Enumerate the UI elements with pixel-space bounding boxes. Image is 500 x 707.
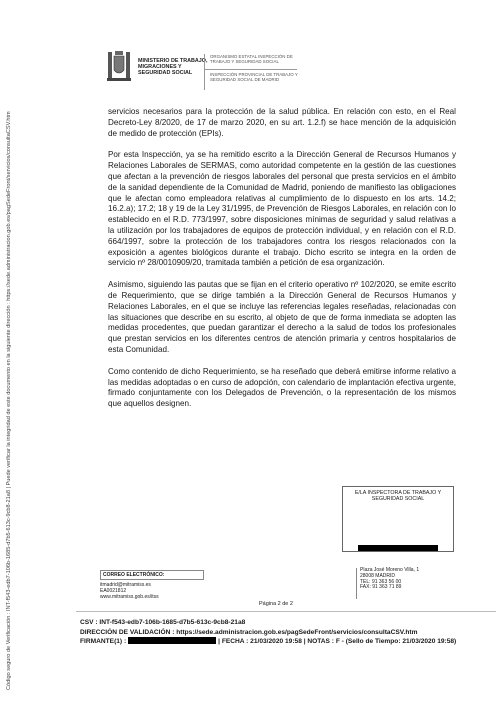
paragraph: Como contenido de dicho Requerimiento, se ha reseñado que deberá emitirse informe relativo a las medidas adoptadas o en curso de adopción, con calendario de implantación efectiva urgente, firmado conjuntamente con los Delegados de Prevención, o la representación de los mismos que aquellos designen.	[108, 366, 456, 409]
signature-title: E/LA INSPECTORA DE TRABAJO Y SEGURIDAD SOCIAL	[354, 490, 442, 503]
fax: FAX: 91 363 71 89	[360, 584, 402, 591]
page-number: Página 2 de 2	[259, 601, 293, 607]
paragraph: Asimismo, siguiendo las pautas que se fijan en el criterio operativo nº 102/2020, se emite escrito de Requerimiento, que se dirige también a la Dirección General de Recursos Humanos y Relaciones Laborales, en el que se incluye las referencias legales reseñadas, relacionadas con las situaciones que describe en su escrito, al objeto de que de forma inmediata se adopten las medidas procedentes, que puedan garantizar el derecho a la salud de todos los profesionales que prestan servicios en los diferentes centros de atención primaria y centros hospitalarios de esta Comunidad.	[108, 280, 456, 354]
csv-side-note: Código seguro de Verificación : INT-f543-edb7-106b-1685-d7b5-613c-9cb8-21a8 | Puede verificar la integridad de este documento en la siguiente dirección : https://sede.administracion.gob.es/pagSedeFront/servicios/consultaCSV.htm	[6, 111, 12, 690]
email-label: CORREO ELECTRÓNICO:	[100, 570, 204, 580]
validation-url: DIRECCIÓN DE VALIDACIÓN : https://sede.administracion.gob.es/pagSedeFront/servicios/consultaCSV.htm	[80, 628, 418, 636]
footer-address	[356, 568, 456, 599]
redaction-bar	[128, 637, 216, 644]
org-box	[204, 54, 396, 90]
org-line-2: INSPECCIÓN PROVINCIAL DE TRABAJO Y SEGURIDAD SOCIAL DE MADRID	[210, 72, 298, 83]
footer-contact	[100, 570, 204, 600]
redaction-bar	[358, 545, 438, 551]
validation-meta	[80, 618, 490, 647]
coat-of-arms-icon	[104, 50, 134, 84]
signature-box	[342, 486, 454, 552]
address-line-1: Plaza José Moreno Villa, 1	[360, 567, 420, 573]
signer-label: FIRMANTE(1) :	[80, 638, 127, 646]
signer-details: | FECHA : 21/03/2020 19:58 | NOTAS : F - (Sello de Tiempo: 21/03/2020 19:58)	[218, 638, 457, 646]
divider	[76, 611, 496, 612]
ministry-name: MINISTERIO DE TRABAJO, MIGRACIONES Y SEGURIDAD SOCIAL	[138, 58, 208, 77]
paragraph: servicios necesarios para la protección de la salud pública. En relación con esto, en el Real Decreto-Ley 8/2020, de 17 de marzo 2020, en su art. 1.2.f) se hace mención de la adquisición de medido de protección (EPIs).	[108, 107, 456, 138]
csv-code: CSV : INT-f543-edb7-106b-1685-d7b5-613c-9cb8-21a8	[80, 619, 246, 626]
letterhead	[104, 48, 404, 94]
org-line-1: ORGANISMO ESTATAL INSPECCIÓN DE TRABAJO Y SEGURIDAD SOCIAL	[210, 54, 293, 65]
letter-body	[108, 107, 456, 421]
signer-line	[80, 637, 490, 647]
paragraph: Por esta Inspección, ya se ha remitido escrito a la Dirección General de Recursos Humanos y Relaciones Laborales de SERMAS, como autoridad competente en la gestión de las cuestiones que afectan a la prevención de riesgos laborales del personal que presta servicios en el ámbito de la sanidad dependiente de la Comunidad de Madrid, poniendo de manifiesto las obligaciones que le afectan como empleadora relativas al cumplimiento de lo dispuesto en los arts. 14.2; 16.2.a); 17.2; 18 y 19 de la Ley 31/1995, de Prevención de Riesgos Laborales, en relación con lo establecido en el R.D. 773/1997, sobre disposiciones mínimas de seguridad y salud relativas a la utilización por los trabajadores de equipos de protección individual, y en relación con el R.D. 664/1997, sobre la protección de los trabajadores contra los riesgos relacionados con la exposición a agentes biológicos durante el trabajo. Dicho escrito se integra en la orden de servicio nº 28/0010909/20, tramitada también a petición de esa organización.	[108, 150, 456, 268]
address-line-2: 28008 MADRID	[360, 572, 396, 579]
phone: TEL: 91 363 56 00	[360, 578, 402, 585]
email: itmadrid@mitramiss.es	[100, 582, 151, 588]
website: www.mitramiss.gob.es/itss	[100, 594, 159, 600]
office-code: EA0021812	[100, 588, 127, 594]
